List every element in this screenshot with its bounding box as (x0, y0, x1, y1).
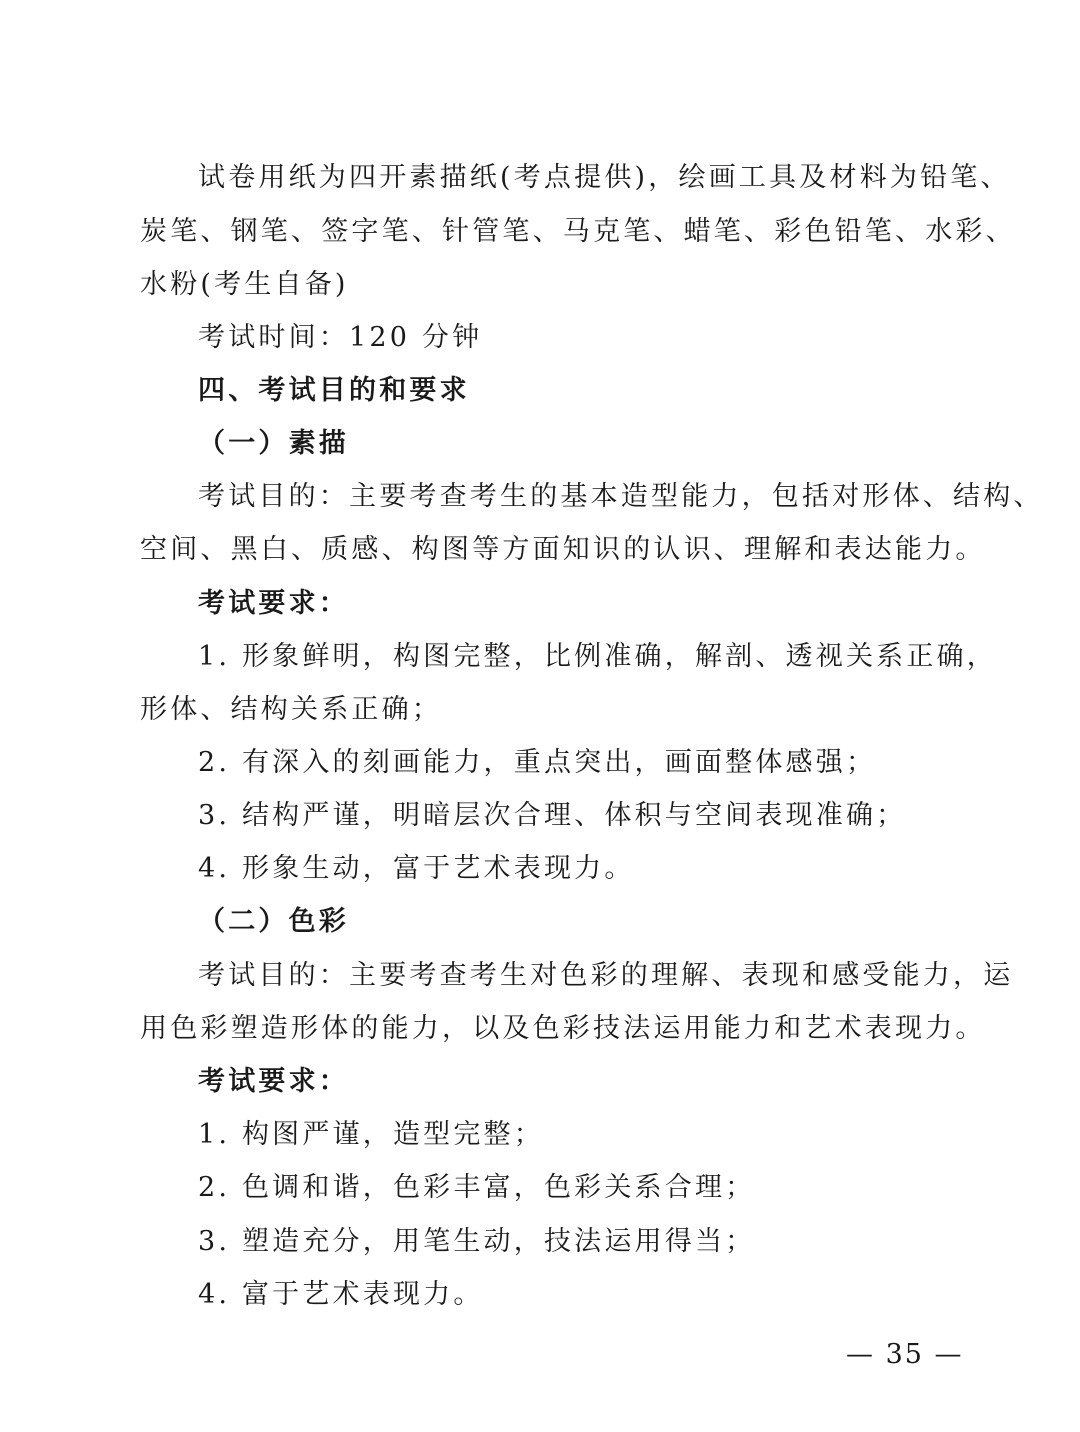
page-number: — 35 — (846, 1339, 964, 1370)
sketch-purpose-line-1: 考试目的：主要考查考生的基本造型能力，包括对形体、结构、 (198, 481, 1044, 512)
color-requirements-label: 考试要求： (198, 1066, 349, 1097)
color-requirement-3: 3. 塑造充分，用笔生动，技法运用得当； (198, 1226, 756, 1257)
color-purpose-line-2: 用色彩塑造形体的能力，以及色彩技法运用能力和艺术表现力。 (140, 1013, 986, 1044)
color-requirement-4: 4. 富于艺术表现力。 (198, 1279, 484, 1310)
sketch-requirement-4: 4. 形象生动，富于艺术表现力。 (198, 853, 635, 884)
exam-time: 考试时间：120 分钟 (198, 322, 483, 353)
sketch-requirement-2: 2. 有深入的刻画能力，重点突出，画面整体感强； (198, 747, 877, 778)
color-purpose-line-1: 考试目的：主要考查考生对色彩的理解、表现和感受能力，运 (198, 960, 1014, 991)
paragraph-materials-line-1: 试卷用纸为四开素描纸(考点提供)，绘画工具及材料为铅笔、 (198, 162, 1011, 193)
paragraph-materials-line-3: 水粉(考生自备) (140, 269, 349, 300)
sketch-requirement-1-line-2: 形体、结构关系正确； (140, 694, 442, 725)
section-heading-4: 四、考试目的和要求 (198, 375, 470, 406)
sketch-requirement-3: 3. 结构严谨，明暗层次合理、体积与空间表现准确； (198, 800, 907, 831)
sketch-requirements-label: 考试要求： (198, 588, 349, 619)
subsection-heading-color: （二）色彩 (198, 906, 349, 937)
sketch-requirement-1-line-1: 1. 形象鲜明，构图完整，比例准确，解剖、透视关系正确， (198, 641, 997, 672)
color-requirement-1: 1. 构图严谨，造型完整； (198, 1119, 544, 1150)
subsection-heading-sketch: （一）素描 (198, 428, 349, 459)
color-requirement-2: 2. 色调和谐，色彩丰富，色彩关系合理； (198, 1172, 756, 1203)
sketch-purpose-line-2: 空间、黑白、质感、构图等方面知识的认识、理解和表达能力。 (140, 534, 986, 565)
paragraph-materials-line-2: 炭笔、钢笔、签字笔、针管笔、马克笔、蜡笔、彩色铅笔、水彩、 (140, 216, 1016, 247)
